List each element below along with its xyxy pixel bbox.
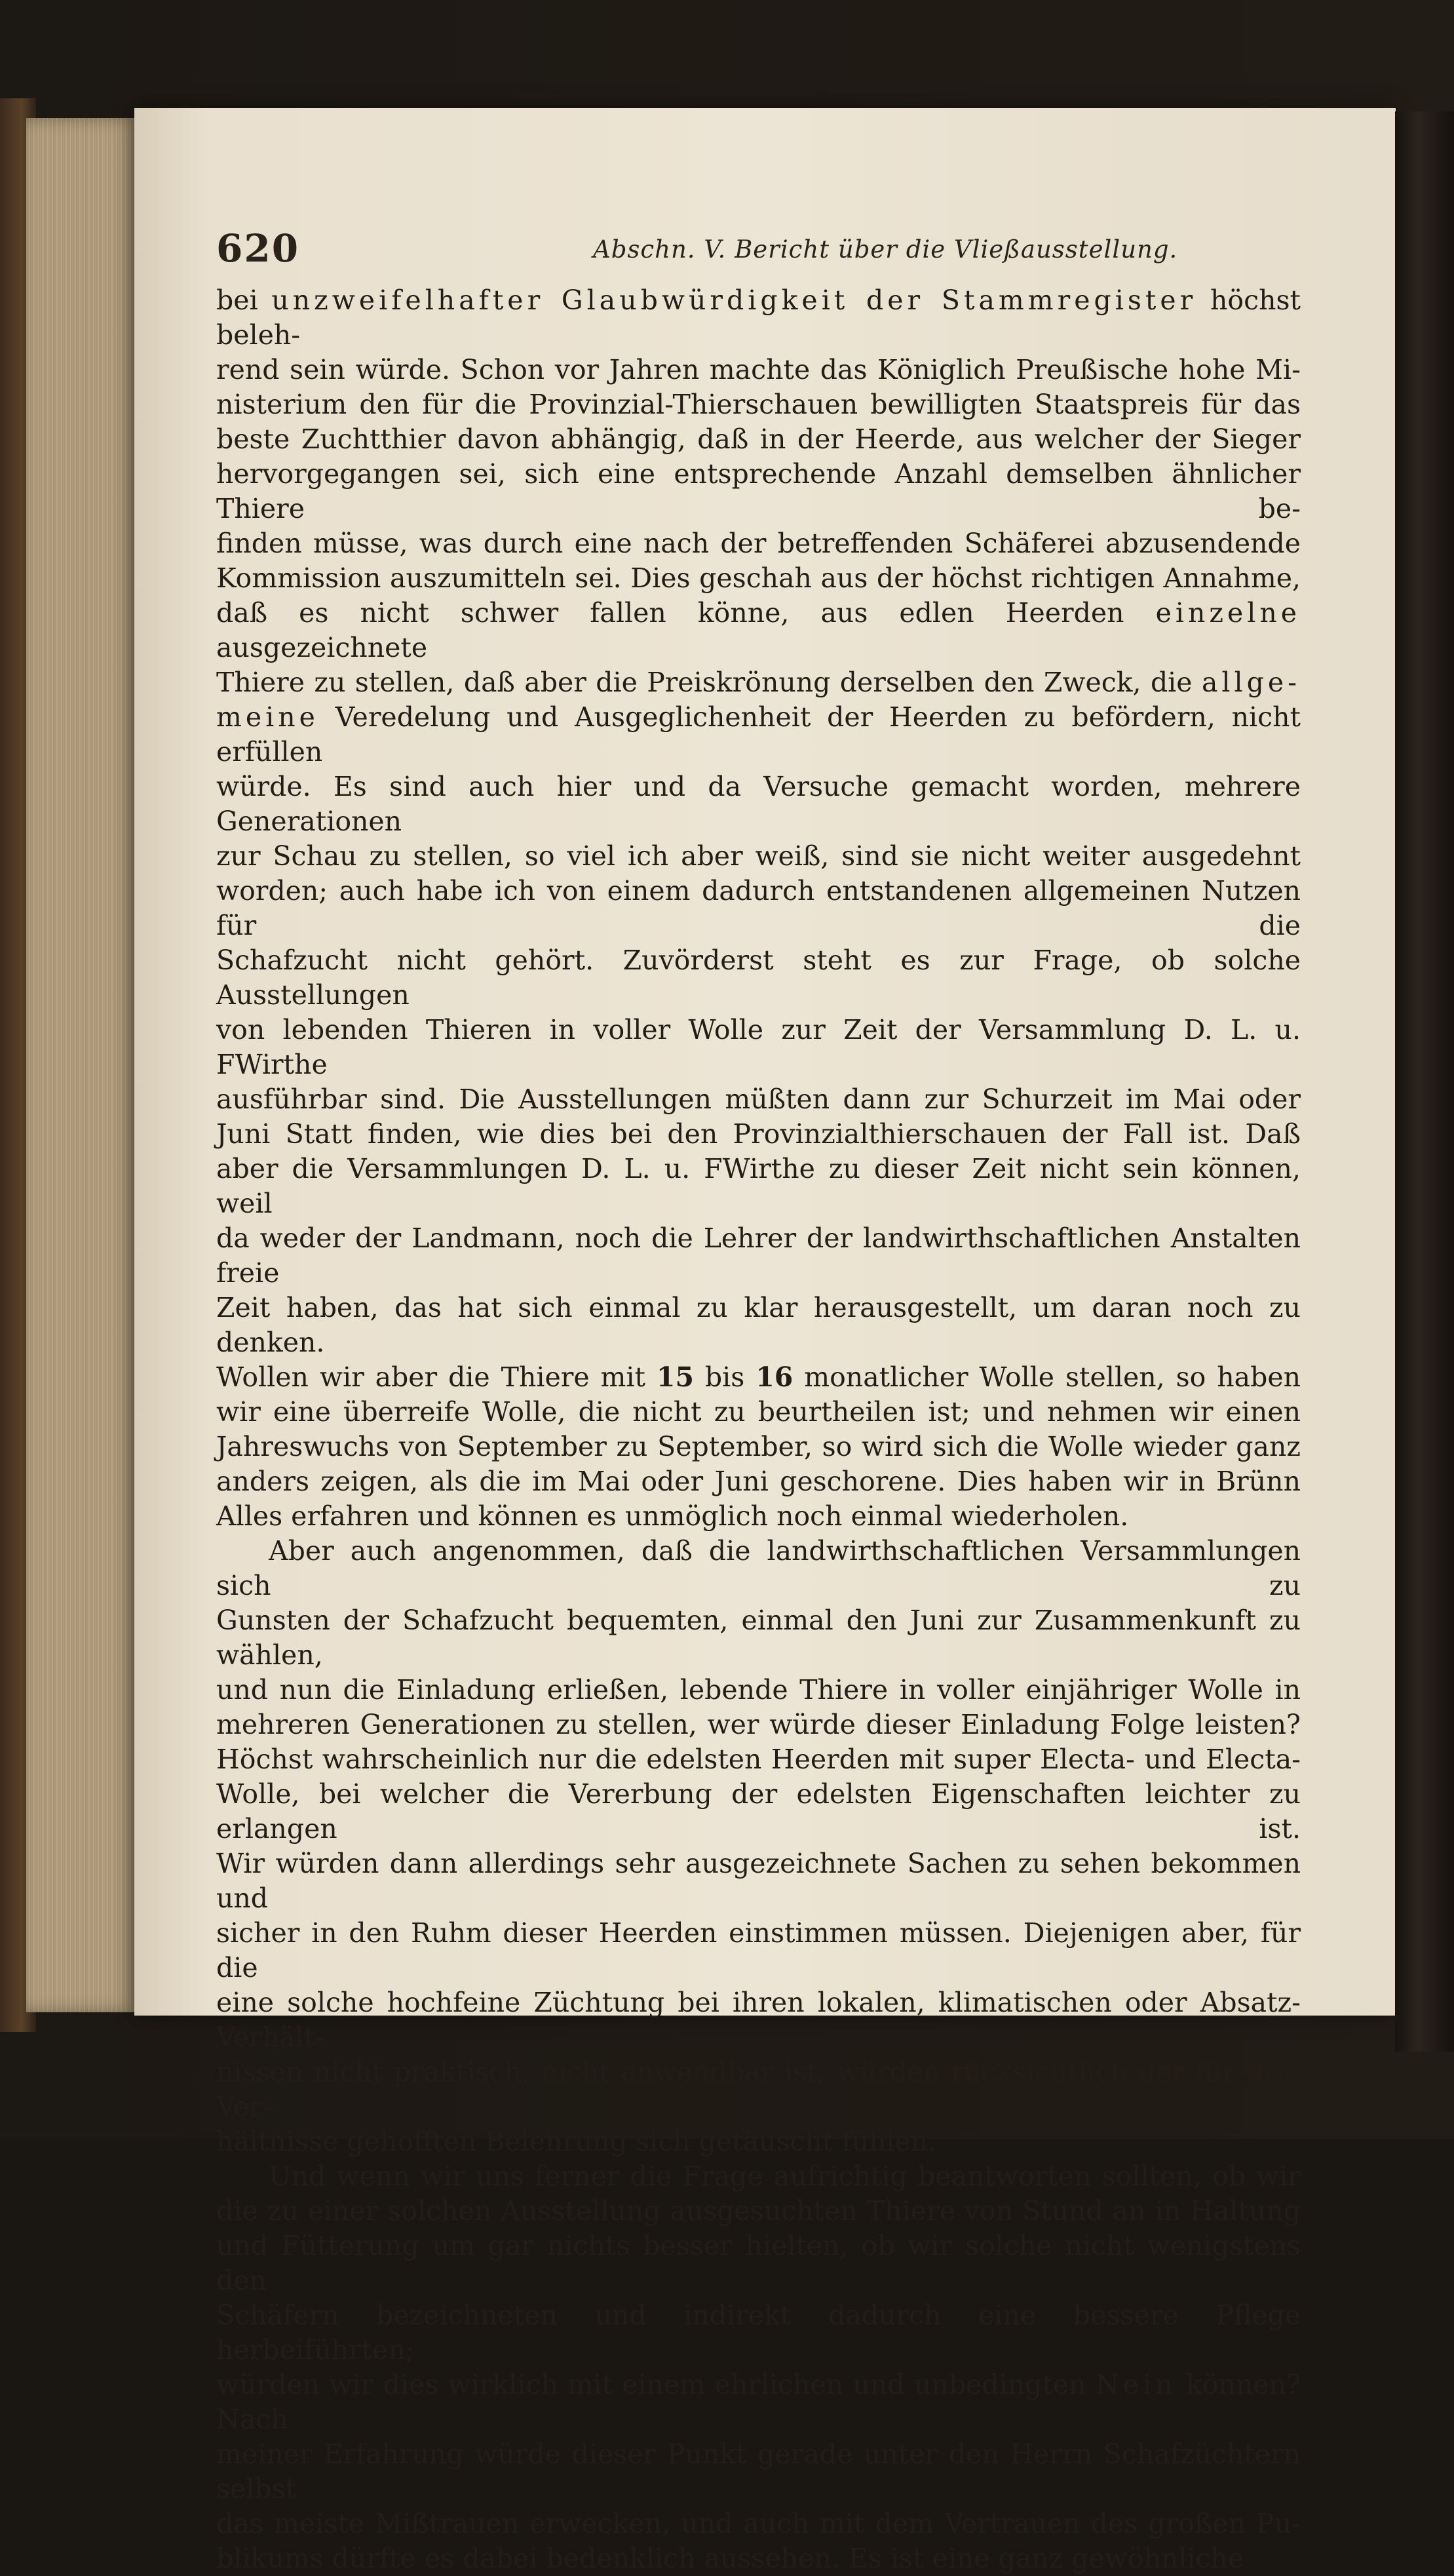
text-line	[216, 2368, 1301, 2437]
text-line	[216, 1221, 1301, 1291]
text-line	[216, 2507, 1301, 2541]
text-line	[216, 1291, 1301, 1360]
text-line	[216, 1117, 1301, 1152]
emphasis-spaced: allge-	[1201, 667, 1301, 698]
emphasis-bold: 15	[656, 1361, 694, 1393]
text-run: Kommission auszumitteln sei. Dies geschah aus der höchst richtigen Annahme,	[216, 562, 1301, 594]
text-line	[216, 1916, 1301, 1985]
body-text	[216, 283, 1301, 2576]
text-run: wir eine überreife Wolle, die nicht zu beurtheilen ist; und nehmen wir einen	[216, 1396, 1301, 1428]
text-run: mehreren Generationen zu stellen, wer würde dieser Einladung Folge leisten?	[216, 1709, 1301, 1740]
text-run: hervorgegangen sei, sich eine entsprechende Anzahl demselben ähnlicher Thiere be-	[216, 458, 1301, 524]
text-run: höchst beleh-	[216, 284, 1301, 351]
text-line	[216, 700, 1301, 770]
text-line	[216, 1777, 1301, 1846]
text-run: Wollen wir aber die Thiere mit	[216, 1361, 657, 1393]
text-run: eine solche hochfeine Züchtung bei ihren lokalen, klimatischen oder Absatz-Verhält-	[216, 1987, 1301, 2053]
text-line	[216, 1360, 1301, 1395]
text-run: Gunsten der Schafzucht bequemten, einmal den Juni zur Zusammenkunft zu wählen,	[216, 1605, 1301, 1671]
text-line	[216, 1846, 1301, 1916]
text-line	[216, 2124, 1301, 2159]
text-run: da weder der Landmann, noch die Lehrer der landwirthschaftlichen Anstalten freie	[216, 1222, 1301, 1289]
text-run: aber die Versammlungen D. L. u. FWirthe zu dieser Zeit nicht sein können, weil	[216, 1153, 1301, 1219]
text-run: Und wenn wir uns ferner die Frage aufrichtig beantworten sollten, ob wir	[269, 2160, 1301, 2192]
text-run: ausgezeichnete	[216, 632, 428, 663]
text-run: nisterium den für die Provinzial-Thierschauen bewilligten Staatspreis für das	[216, 389, 1301, 420]
text-line	[216, 457, 1301, 526]
text-run: Schafzucht nicht gehört. Zuvörderst steht es zur Frage, ob solche Ausstellungen	[216, 945, 1301, 1011]
text-run: worden; auch habe ich von einem dadurch entstandenen allgemeinen Nutzen für die	[216, 875, 1301, 941]
text-run: und Fütterung um gar nichts besser hielten, ob wir solche nicht wenigstens den	[216, 2230, 1301, 2296]
text-run: Höchst wahrscheinlich nur die edelsten Heerden mit super Electa- und Electa-	[216, 1744, 1301, 1775]
text-run: daß es nicht schwer fallen könne, aus edlen Heerden	[216, 597, 1156, 629]
text-run: beste Zuchtthier davon abhängig, daß in der Heerde, aus welcher der Sieger	[216, 423, 1301, 455]
text-run: blikums dürfte es dabei bedenklich aussehen. Es ist eine ganz gewöhnliche	[216, 2543, 1244, 2574]
text-run: würde. Es sind auch hier und da Versuche gemacht worden, mehrere Generationen	[216, 771, 1301, 837]
text-line	[216, 387, 1301, 422]
text-line	[216, 770, 1301, 839]
running-head	[216, 226, 1301, 272]
text-run: das meiste Mißtrauen erwecken, und auch mit dem Vertrauen des großen Pu-	[216, 2508, 1301, 2539]
emphasis-bold: 16	[756, 1361, 794, 1393]
text-line	[216, 422, 1301, 457]
text-run: und nun die Einladung erließen, lebende Thiere in voller einjähriger Wolle in	[216, 1674, 1301, 1706]
text-run: meiner Erfahrung würde dieser Punkt gerade unter den Herrn Schafzüchtern selbst	[216, 2438, 1301, 2505]
text-line	[216, 596, 1301, 665]
text-run: anders zeigen, als die im Mai oder Juni geschorene. Dies haben wir in Brünn	[216, 1466, 1301, 1497]
text-line	[216, 839, 1301, 874]
text-line	[216, 2229, 1301, 2298]
text-run: von lebenden Thieren in voller Wolle zur Zeit der Versammlung D. L. u. FWirthe	[216, 1014, 1301, 1080]
text-line	[216, 665, 1301, 700]
text-line	[216, 943, 1301, 1013]
text-line	[216, 1499, 1301, 1534]
text-run: monatlicher Wolle stellen, so haben	[793, 1361, 1301, 1393]
text-run: ausführbar sind. Die Ausstellungen müßten dann zur Schurzeit im Mai oder	[216, 1083, 1301, 1115]
text-run: Wir würden dann allerdings sehr ausgezeichnete Sachen zu sehen bekommen und	[216, 1848, 1301, 1914]
text-line	[216, 2159, 1301, 2194]
text-line	[216, 1708, 1301, 1742]
text-line	[216, 2541, 1301, 2576]
text-run: würden wir dies wirklich mit einem ehrlichen und unbedingten	[216, 2369, 1096, 2400]
text-run: die zu einer solchen Ausstellung ausgesuchten Thiere von Stund an in Haltung	[216, 2195, 1301, 2227]
text-line	[216, 353, 1301, 387]
text-run: Juni Statt finden, wie dies bei den Provinzialthierschauen der Fall ist. Daß	[216, 1118, 1301, 1150]
text-line	[216, 2055, 1301, 2124]
text-run: bei	[216, 284, 272, 316]
text-run: Zeit haben, das hat sich einmal zu klar herausgestellt, um daran noch zu denken.	[216, 1292, 1301, 1358]
text-run: Veredelung und Ausgeglichenheit der Heerden zu befördern, nicht erfüllen	[216, 701, 1301, 768]
text-line	[216, 874, 1301, 943]
text-line	[216, 2298, 1301, 2368]
text-line	[216, 1395, 1301, 1430]
text-run: zur Schau zu stellen, so viel ich aber weiß, sind sie nicht weiter ausgedehnt	[216, 840, 1301, 872]
emphasis-spaced: einzelne	[1155, 597, 1301, 629]
text-run: Wolle, bei welcher die Vererbung der edelsten Eigenschaften leichter zu erlangen ist.	[216, 1778, 1301, 1844]
text-line	[216, 1464, 1301, 1499]
text-run: können? Nach	[216, 2369, 1301, 2435]
text-run: Alles erfahren und können es unmöglich noch einmal wiederholen.	[216, 1500, 1129, 1532]
book-cover-right	[1395, 111, 1454, 2052]
text-line	[216, 1985, 1301, 2055]
text-run: finden müsse, was durch eine nach der betreffenden Schäferei abzusendende	[216, 528, 1301, 559]
emphasis-spaced: meine	[216, 701, 319, 733]
text-line	[216, 1430, 1301, 1464]
page-number: 620	[216, 226, 300, 271]
emphasis-spaced: Nein	[1095, 2369, 1177, 2400]
text-run: nissen nicht praktisch, nicht anwendbar ist, würden rücksichtlich der für ihre Ver-	[216, 2056, 1301, 2122]
text-line	[216, 2437, 1301, 2507]
text-run: Schäfern bezeichneten und indirekt dadurch eine bessere Pflege herbeiführten;	[216, 2299, 1301, 2366]
text-line	[216, 1603, 1301, 1673]
text-run: Aber auch angenommen, daß die landwirthschaftlichen Versammlungen sich zu	[216, 1535, 1301, 1601]
text-line	[216, 1673, 1301, 1708]
text-line	[216, 526, 1301, 561]
text-line	[216, 2194, 1301, 2229]
text-line	[216, 1082, 1301, 1117]
text-run: Jahreswuchs von September zu September, so wird sich die Wolle wieder ganz	[216, 1431, 1301, 1462]
text-line	[216, 1152, 1301, 1221]
emphasis-spaced: unzweifelhafter Glaubwürdigkeit der Stammregister	[271, 284, 1197, 316]
text-run: hältnisse gehofften Belehrung sich getäuscht fühlen.	[216, 2126, 937, 2157]
text-run: rend sein würde. Schon vor Jahren machte das Königlich Preußische hohe Mi-	[216, 354, 1301, 385]
text-run: bis	[693, 1361, 756, 1393]
text-line	[216, 1013, 1301, 1082]
text-run: sicher in den Ruhm dieser Heerden einstimmen müssen. Diejenigen aber, für die	[216, 1917, 1301, 1983]
page-edges	[26, 118, 138, 2012]
text-line	[216, 283, 1301, 353]
text-line	[216, 561, 1301, 596]
text-line	[216, 1742, 1301, 1777]
section-title: Abschn. V. Bericht über die Vließausstellung.	[593, 235, 1178, 263]
text-line	[216, 1534, 1301, 1603]
text-run: Thiere zu stellen, daß aber die Preiskrönung derselben den Zweck, die	[216, 667, 1202, 698]
